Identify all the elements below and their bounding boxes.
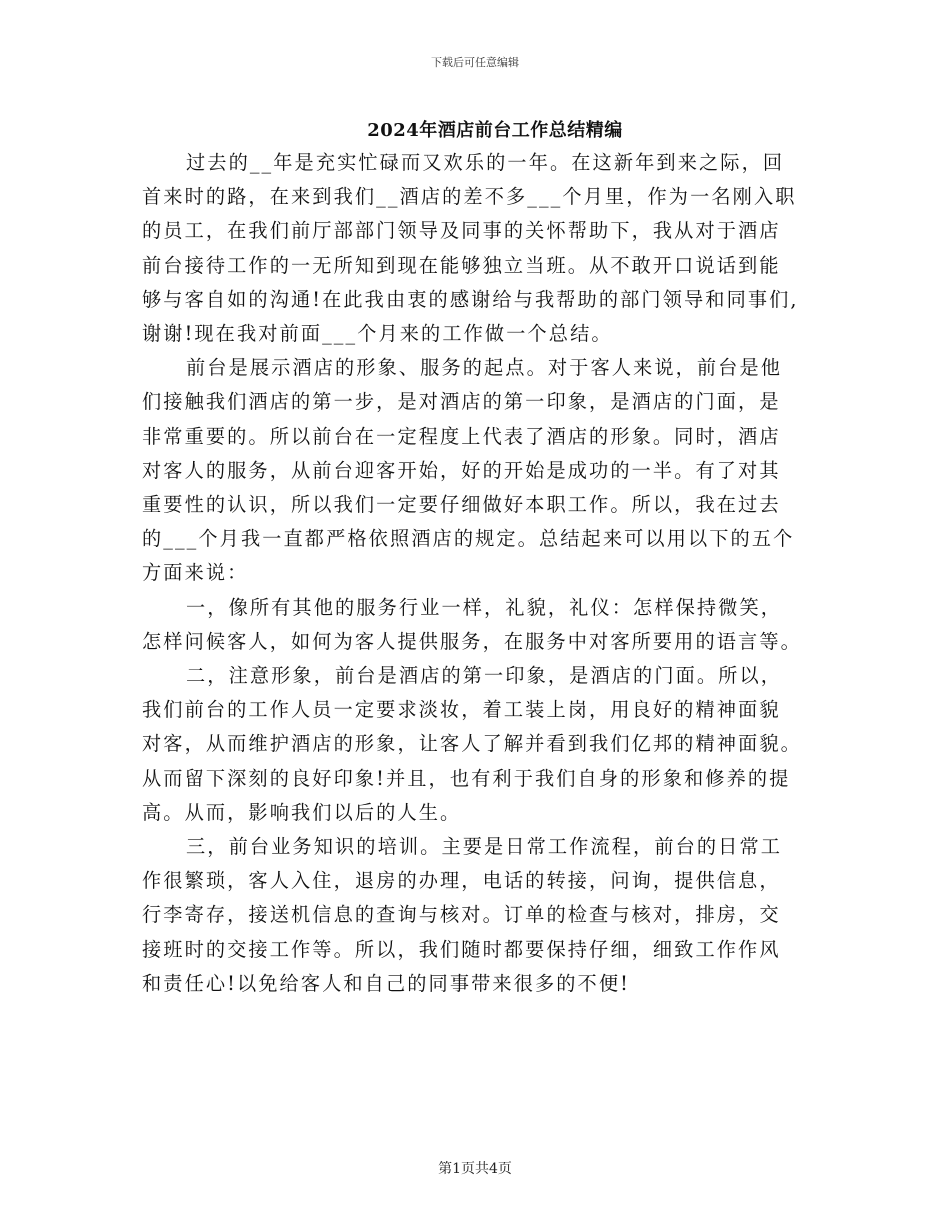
paragraph-5 [142,830,822,1001]
paragraph-line: 的___个月我一直都严格依照酒店的规定。总结起来可以用以下的五个 [142,527,795,551]
page-footer: 第1页共4页 [438,1161,512,1177]
paragraph-line: 重要性的认识，所以我们一定要仔细做好本职工作。所以，我在过去 [142,493,781,517]
header-note: 下载后可任意编辑 [431,56,519,69]
paragraph-line: 我们前台的工作人员一定要求淡妆，着工装上岗，用良好的精神面貌 [142,698,781,722]
paragraph-line: 对客，从而维护酒店的形象，让客人了解并看到我们亿邦的精神面貌。 [142,732,802,756]
paragraph-line: 方面来说： [142,561,249,585]
paragraph-4 [142,659,822,830]
paragraph-3 [142,591,822,659]
paragraph-line: 够与客自如的沟通!在此我由衷的感谢给与我帮助的部门领导和同事们, [142,287,799,311]
paragraph-line: 作很繁琐，客人入住，退房的办理，电话的转接，问询，提供信息， [142,869,781,893]
document-title: 2024年酒店前台工作总结精编 [367,120,623,141]
paragraph-line: 一，像所有其他的服务行业一样，礼貌，礼仪：怎样保持微笑， [186,595,783,619]
paragraph-line: 二，注意形象，前台是酒店的第一印象，是酒店的门面。所以， [186,664,783,688]
paragraph-line: 行李寄存，接送机信息的查询与核对。订单的检查与核对，排房，交 [142,903,781,927]
paragraph-line: 接班时的交接工作等。所以，我们随时都要保持仔细，细致工作作风 [142,937,781,961]
paragraph-line: 前台接待工作的一无所知到现在能够独立当班。从不敢开口说话到能 [142,253,781,277]
paragraph-line: 们接触我们酒店的第一步，是对酒店的第一印象，是酒店的门面，是 [142,390,781,414]
paragraph-line: 和责任心!以免给客人和自己的同事带来很多的不便! [142,971,630,995]
paragraph-2 [142,351,822,590]
paragraph-1 [142,146,822,351]
paragraph-line: 过去的__年是充实忙碌而又欢乐的一年。在这新年到来之际，回 [186,151,785,174]
paragraph-line: 高。从而，影响我们以后的人生。 [142,800,462,824]
paragraph-line: 非常重要的。所以前台在一定程度上代表了酒店的形象。同时，酒店 [142,424,781,448]
paragraph-line: 的员工，在我们前厅部部门领导及同事的关怀帮助下，我从对于酒店 [142,219,781,243]
paragraph-line: 从而留下深刻的良好印象!并且，也有利于我们自身的形象和修养的提 [142,766,791,790]
document-body [142,146,822,1001]
paragraph-line: 对客人的服务，从前台迎客开始，好的开始是成功的一半。有了对其 [142,458,781,482]
paragraph-line: 三，前台业务知识的培训。主要是日常工作流程，前台的日常工 [186,835,783,859]
paragraph-line: 谢谢!现在我对前面___个月来的工作做一个总结。 [142,322,613,346]
paragraph-line: 前台是展示酒店的形象、服务的起点。对于客人来说，前台是他 [186,356,783,380]
paragraph-line: 首来时的路，在来到我们__酒店的差不多___个月里，作为一名刚入职 [142,185,797,209]
paragraph-line: 怎样问候客人，如何为客人提供服务，在服务中对客所要用的语言等。 [142,629,802,653]
